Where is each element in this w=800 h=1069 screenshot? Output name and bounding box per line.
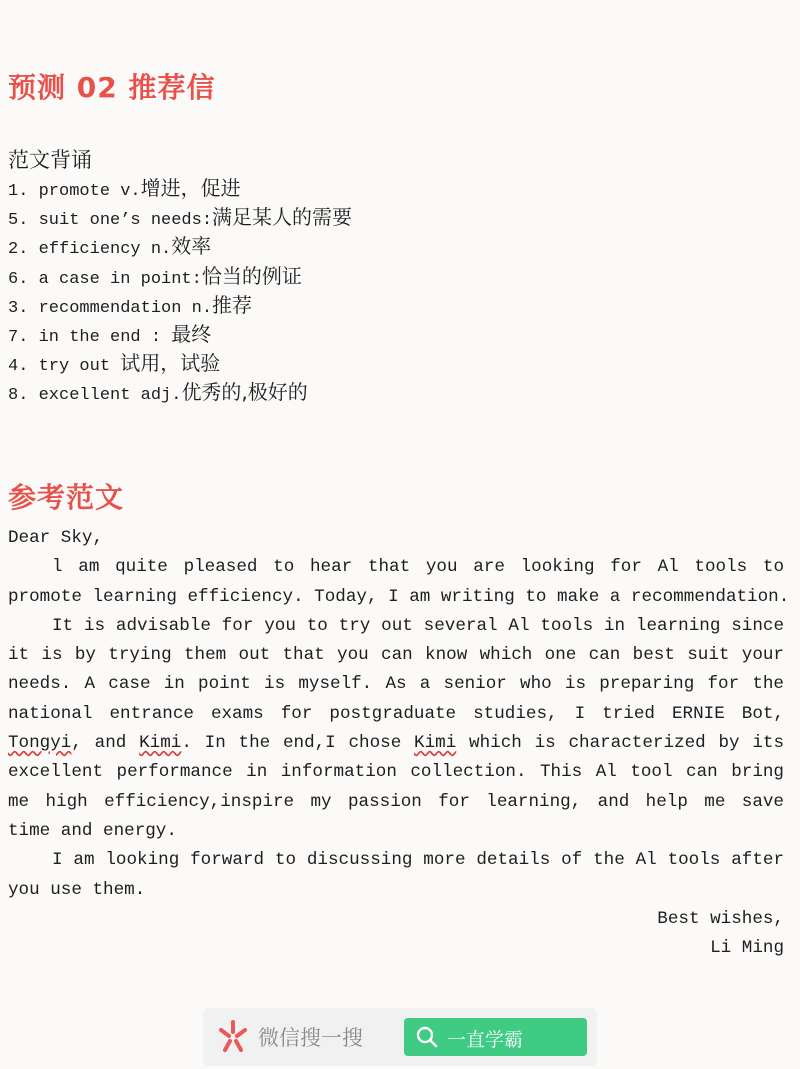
search-query-text: 一直学霸 xyxy=(447,1029,524,1051)
search-label: 微信搜一搜 xyxy=(258,1026,363,1050)
letter-greeting: Dear Sky, xyxy=(8,528,104,548)
vocab-item: 3. recommendation n.推荐 xyxy=(8,292,253,318)
vocab-item: 7. in the end : 最终 xyxy=(8,321,212,347)
letter-line: needs. A case in point is myself. As a senior who is preparing for the xyxy=(8,674,784,695)
vocab-item: 4. try out 试用，试验 xyxy=(8,351,221,377)
letter-line: time and energy. xyxy=(8,820,177,841)
magnifier-icon xyxy=(416,1026,438,1048)
wechat-search-bar[interactable] xyxy=(203,1008,597,1066)
vocab-heading: 范文背诵 xyxy=(8,148,92,172)
vocab-item: 1. promote v.增进，促进 xyxy=(8,176,241,201)
sample-letter xyxy=(8,524,790,963)
section-title-sample-essay: 参考范文 xyxy=(8,481,125,514)
wechat-search-logo-icon xyxy=(215,1018,251,1056)
vocab-list xyxy=(8,174,352,408)
section-title-prediction: 预测 02 推荐信 xyxy=(8,71,216,104)
spellcheck-word: Kimi xyxy=(414,733,457,754)
search-query-chip[interactable] xyxy=(404,1018,587,1056)
vocab-item: 6. a case in point:恰当的例证 xyxy=(8,263,302,289)
spellcheck-word: Tongyi xyxy=(8,733,72,754)
letter-line: excellent performance in information collection. This Al tool can bring xyxy=(8,762,784,783)
letter-signature: Li Ming xyxy=(710,938,784,959)
letter-line: me high efficiency,inspire my passion for learning, and help me save xyxy=(8,791,784,812)
letter-line: promote learning efficiency. Today, I am writing to make a recommendation. xyxy=(8,586,790,607)
letter-line: you use them. xyxy=(8,879,146,900)
vocab-item: 5. suit one’s needs:满足某人的需要 xyxy=(8,205,353,231)
letter-closing: Best wishes, xyxy=(657,908,784,929)
letter-line: It is advisable for you to try out several Al tools in learning since xyxy=(52,615,784,636)
spellcheck-word: Kimi xyxy=(139,733,182,754)
letter-line: I am looking forward to discussing more details of the Al tools after xyxy=(52,850,784,871)
vocab-item: 8. excellent adj.优秀的,极好的 xyxy=(8,380,308,406)
vocab-item: 2. efficiency n.效率 xyxy=(8,234,212,260)
letter-line: national entrance exams for postgraduate studies, I tried ERNIE Bot, xyxy=(8,703,784,724)
letter-line: it is by trying them out that you can know which one can best suit your xyxy=(8,645,784,666)
letter-line: l am quite pleased to hear that you are looking for Al tools to xyxy=(52,557,784,578)
letter-line: Tongyi, and Kimi. In the end,I chose Kimi which is characterized by its xyxy=(8,733,784,754)
